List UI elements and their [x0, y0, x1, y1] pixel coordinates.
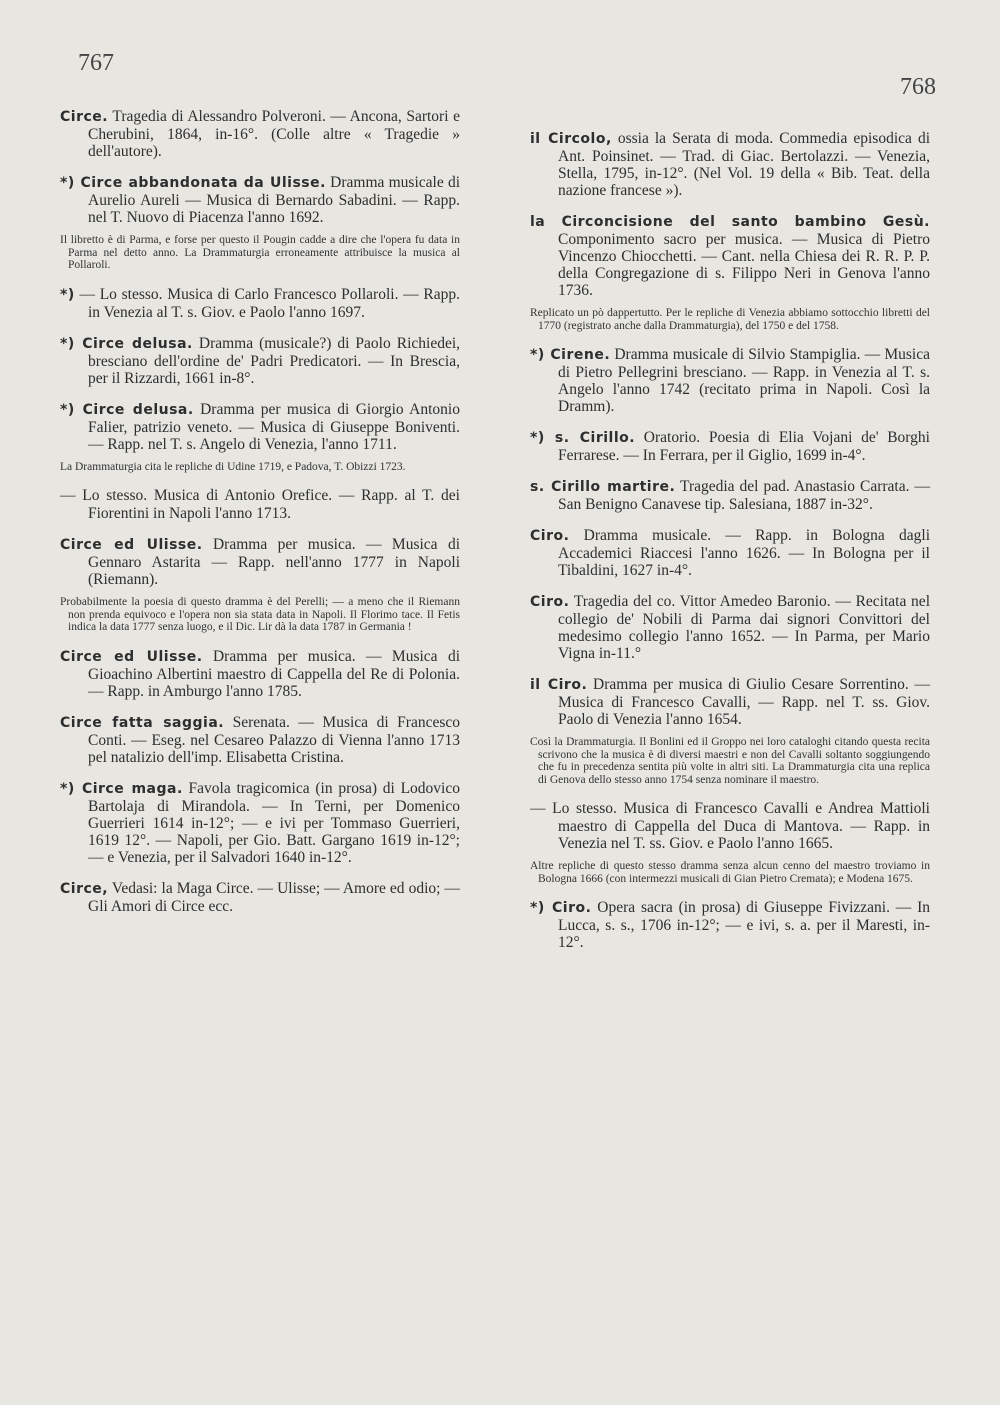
catalog-entry [60, 286, 460, 321]
entry-text: Tragedia del co. Vittor Amedeo Baronio. — Recitata nel collegio de' Nobili di Parma dai signori Convittori del medesimo collegio l'anno 1652. — In Parma, per Mario Vigna in-11.° [558, 593, 930, 662]
entry-title: Ciro. [530, 528, 570, 544]
entry-text: Dramma musicale di Silvio Stampiglia. — Musica di Pietro Pellegrini bresciano. — Rapp. in Venezia al T. s. Angelo l'anno 1742 (recitato prima in Napoli. Così la Dramm). [558, 346, 930, 415]
entry-title: Circe. [60, 109, 109, 125]
footnote: Il libretto è di Parma, e forse per questo il Pougin cadde a dire che l'opera fu data in Parma nel detto anno. La Drammaturgia erroneamente attribuisce la musica al Pollaroli. [60, 234, 460, 271]
entry-title: *) Ciro. [530, 900, 592, 916]
entry-text: Dramma musicale di Aurelio Aureli — Musica di Bernardo Sabadini. — Rapp. nel T. Nuovo di Piacenza l'anno 1692. [88, 174, 461, 226]
entry-title: *) s. Cirillo. [530, 430, 636, 446]
page-number-left: 767 [78, 50, 114, 76]
entry-title: il Ciro. [530, 677, 588, 693]
catalog-entry [530, 130, 930, 199]
right-column [530, 130, 930, 965]
entry-text: Dramma per musica di Giorgio Antonio Falier, patrizio veneto. — Musica di Giuseppe Boniventi. — Rapp. nel T. s. Angelo di Venezia, l'anno 1711. [88, 400, 460, 453]
catalog-entry [60, 108, 460, 160]
entry-text: Tragedia di Alessandro Polveroni. — Ancona, Sartori e Cherubini, 1864, in-16°. (Colle altre « Tragedie » dell'autore). [88, 108, 460, 160]
footnote: Probabilmente la poesia di questo dramma è del Perelli; — a meno che il Riemann non prenda equivoco e l'opera non sia stata data in Napoli. Il Florimo tace. Il Fetis indica la data 1777 senza luogo, e il Dic. Lir dà la data 1787 in Germania ! [60, 596, 460, 633]
entry-text: — Lo stesso. Musica di Antonio Orefice. — Rapp. al T. dei Fiorentini in Napoli l'anno 1713. [60, 487, 460, 522]
entry-title: Circe, [60, 880, 109, 897]
entry-text: Oratorio. Poesia di Elia Vojani de' Borghi Ferrarese. — In Ferrara, per il Giglio, 1699 in-4°. [558, 429, 930, 464]
footnote: Altre repliche di questo stesso dramma senza alcun cenno del maestro troviamo in Bologna 1666 (con intermezzi musicali di Gian Pietro Cremata); e Modena 1675. [530, 860, 930, 885]
entry-title: *) Cirene. [530, 347, 611, 363]
catalog-entry [530, 478, 930, 513]
entry-title: Circe ed Ulisse. [60, 537, 203, 553]
entry-text: Vedasi: la Maga Circe. — Ulisse; — Amore ed odio; — Gli Amori di Circe ecc. [88, 879, 460, 915]
entry-text: Componimento sacro per musica. — Musica di Pietro Vincenzo Chiocchetti. — Cant. nella Chiesa dei R. R. P. P. della Congregazione di s. Filippo Neri in Genova l'anno 1736. [558, 231, 930, 299]
entry-title: la Circoncisione del santo bambino Gesù. [530, 214, 930, 230]
catalog-entry [530, 800, 930, 852]
catalog-entry [60, 780, 460, 866]
entry-title: *) Circe abbandonata da Ulisse. [60, 175, 326, 191]
entry-text: Dramma per musica. — Musica di Gennaro Astarita — Rapp. nell'anno 1777 in Napoli (Riemann). [88, 536, 461, 588]
catalog-entry [530, 593, 930, 662]
footnote: Replicato un pò dappertutto. Per le repliche di Venezia abbiamo sottocchio libretti del 1770 (registrato anche dalla Drammaturgia), del 1750 e del 1758. [530, 307, 930, 332]
entry-title: *) Circe maga. [60, 780, 183, 797]
entry-text: Dramma musicale. — Rapp. in Bologna dagli Accademici Riaccesi l'anno 1626. — In Bologna per il Tibaldini, 1627 in-4°. [558, 527, 930, 579]
catalog-entry [60, 487, 460, 522]
catalog-entry [60, 880, 460, 915]
page-number-right: 768 [900, 74, 936, 100]
entry-text: ossia la Serata di moda. Commedia episodica di Ant. Poinsinet. — Trad. di Giac. Bertolazzi. — Venezia, Stella, 1795, in-12°. (Nel Vol. 19 della « Bib. Teat. della nazione francese »). [558, 130, 931, 199]
entry-text: Dramma per musica. — Musica di Gioachino Albertini maestro di Cappella del Re di Polonia. — Rapp. in Amburgo l'anno 1785. [88, 647, 461, 700]
footnote: La Drammaturgia cita le repliche di Udine 1719, e Padova, T. Obizzi 1723. [60, 460, 406, 473]
entry-text: — Lo stesso. Musica di Carlo Francesco Pollaroli. — Rapp. in Venezia al T. s. Giov. e Paolo l'anno 1697. [74, 285, 460, 321]
catalog-entry [60, 536, 460, 588]
catalog-entry [530, 213, 930, 299]
entry-text: — Lo stesso. Musica di Francesco Cavalli e Andrea Mattioli maestro di Cappella del Duca di Mantova. — Rapp. in Venezia nel T. ss. Giov. e Paolo l'anno 1665. [530, 800, 930, 852]
entry-title: Circe ed Ulisse. [60, 648, 203, 665]
left-column [60, 108, 460, 929]
entry-text: Dramma per musica di Giulio Cesare Sorrentino. — Musica di Francesco Cavalli, — Rapp. nel T. ss. Giov. Paolo di Venezia l'anno 1654. [558, 676, 930, 728]
catalog-entry [60, 174, 460, 226]
catalog-entry [60, 648, 460, 700]
catalog-entry [60, 335, 460, 387]
catalog-entry [530, 346, 930, 415]
catalog-entry [530, 676, 930, 728]
catalog-entry [60, 714, 460, 766]
entry-text: Opera sacra (in prosa) di Giuseppe Fivizzani. — In Lucca, s. s., 1706 in-12°; — e ivi, s. a. per il Maresti, in-12°. [558, 899, 930, 951]
footnote: Così la Drammaturgia. Il Bonlini ed il Groppo nei loro cataloghi citando questa recita scrivono che la musica è di diversi maestri e non del Cavalli soltanto soggiungendo che fu in precedenza sentita più volte in altri siti. La Drammaturgia cita una replica di Genova dello stesso anno 1754 senza nominare il maestro. [530, 736, 930, 786]
catalog-entry [530, 899, 930, 951]
catalog-entry [60, 401, 460, 453]
entry-title: s. Cirillo martire. [530, 479, 676, 495]
entry-text: Dramma (musicale?) di Paolo Richiedei, bresciano dell'ordine de' Padri Predicatori. — In Brescia, per il Rizzardi, 1661 in-8°. [88, 334, 461, 387]
entry-title: Circe fatta saggia. [60, 714, 225, 731]
catalog-entry [530, 429, 930, 464]
entry-text: Tragedia del pad. Anastasio Carrata. — San Benigno Canavese tip. Salesiana, 1887 in-32°. [558, 478, 930, 513]
entry-title: *) Circe delusa. [60, 401, 194, 418]
entry-text: Favola tragicomica (in prosa) di Lodovico Bartolaja di Mirandola. — In Terni, per Domenico Guerrieri 1614 in-12°; — e ivi per Tommaso Guerrieri, 1619 12°. — Napoli, per Gio. Batt. Gargano 1619 in-12°; — e Venezia, per il Salvadori 1640 in-12°. [88, 779, 460, 866]
entry-title: Ciro. [530, 594, 570, 610]
entry-text: Serenata. — Musica di Francesco Conti. — Eseg. nel Cesareo Palazzo di Vienna l'anno 1713 pel natalizio dell'imp. Elisabetta Cristina. [88, 713, 460, 766]
catalog-entry [530, 527, 930, 579]
entry-title: *) Circe delusa. [60, 335, 193, 352]
entry-title: il Circolo, [530, 131, 612, 147]
entry-title: *) [60, 286, 75, 303]
